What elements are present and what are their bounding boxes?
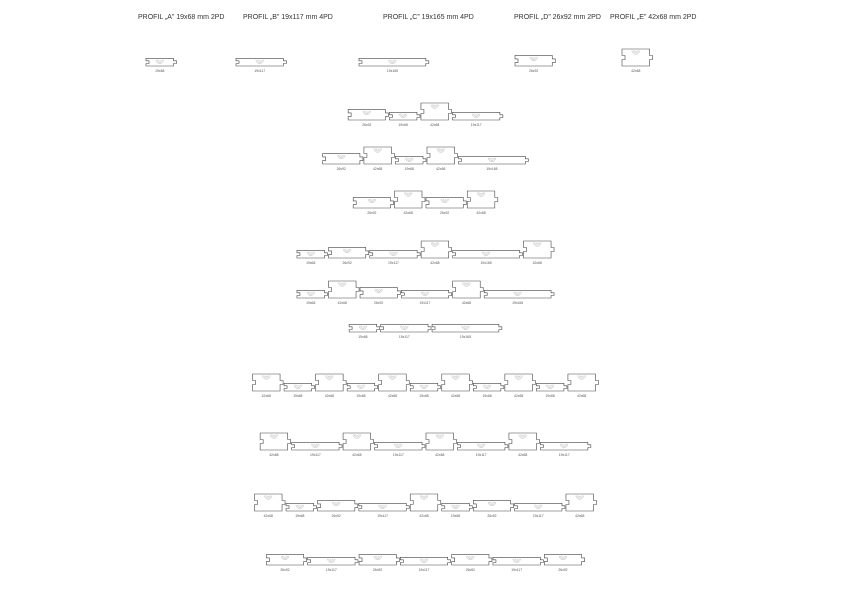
board-size-label: 42x68	[337, 301, 347, 305]
profile-a-board	[297, 290, 328, 305]
board-size-label: 42x68	[435, 453, 445, 457]
board-outline	[410, 494, 441, 511]
board-size-label: 26x92	[331, 514, 341, 518]
profile-e-board	[260, 433, 291, 457]
board-outline	[255, 494, 286, 511]
profile-b-board	[236, 58, 286, 73]
board-outline	[421, 103, 452, 120]
profile-e-board	[253, 374, 284, 398]
profile-e-board	[343, 433, 374, 457]
profile-b-board	[381, 324, 431, 339]
profile-d-board	[348, 109, 388, 127]
board-outline	[426, 433, 457, 450]
board-size-label: 19x68	[545, 394, 555, 398]
profile-e-board	[421, 241, 452, 265]
board-outline	[442, 374, 473, 391]
board-size-label: 19x68	[295, 514, 305, 518]
title-profile-e: PROFIL „E” 42x68 mm 2PD	[610, 14, 697, 21]
profile-a-board	[536, 383, 567, 398]
profile-b-board	[540, 442, 590, 457]
profile-d-board	[266, 554, 306, 572]
board-size-label: 19x68	[482, 394, 492, 398]
board-size-label: 26x92	[336, 167, 346, 171]
profile-b-board	[359, 503, 409, 518]
board-size-label: 26x92	[367, 211, 377, 215]
board-outline	[253, 374, 284, 391]
board-size-label: 26x92	[374, 301, 384, 305]
board-size-label: 19x117	[377, 514, 388, 518]
profile-e-board	[316, 374, 347, 398]
board-size-label: 42x68	[352, 453, 362, 457]
profile-d-board	[323, 153, 363, 171]
profile-a-board	[146, 58, 177, 73]
profile-d-board	[353, 197, 393, 215]
board-size-label: 26x92	[280, 568, 290, 572]
board-outline	[427, 147, 458, 164]
profile-d-board	[328, 247, 368, 265]
profile-a-board	[349, 324, 380, 339]
profile-e-board	[566, 494, 597, 518]
profile-e-board	[328, 281, 359, 305]
board-outline	[421, 241, 452, 258]
board-size-label: 42x68	[450, 394, 461, 398]
profile-d-board	[515, 55, 555, 73]
board-size-label: 19x117	[309, 453, 321, 457]
board-size-label: 19x68	[306, 261, 316, 265]
profile-e-board	[622, 49, 653, 73]
profile-a-board	[286, 503, 317, 518]
board-size-label: 26x92	[342, 261, 352, 265]
profile-a-board	[442, 503, 473, 518]
board-size-label: 19x117	[254, 69, 266, 73]
title-profile-a: PROFIL „A” 19x68 mm 2PD	[138, 14, 225, 21]
board-size-label: 26x92	[529, 69, 539, 73]
board-size-label: 42x68	[577, 394, 587, 398]
board-size-label: 19x117	[475, 453, 487, 457]
profile-d-board	[473, 500, 513, 518]
board-size-label: 26x92	[362, 123, 372, 127]
board-size-label: 19x117	[558, 453, 570, 457]
title-profile-c: PROFIL „C” 19x165 mm 4PD	[383, 14, 474, 21]
board-size-label: 42x68	[518, 453, 528, 457]
profile-a-board	[473, 383, 504, 398]
board-size-label: 42x68	[461, 301, 472, 305]
board-size-label: 42x68	[532, 261, 542, 265]
board-size-label: 19x117	[398, 335, 410, 339]
board-size-label: 19x165	[486, 167, 498, 171]
profile-e-board	[364, 147, 395, 171]
profile-b-board	[452, 112, 502, 127]
profile-e-board	[421, 103, 452, 127]
profile-a-board	[284, 383, 315, 398]
board-size-label: 19x68	[358, 335, 368, 339]
profile-e-board	[379, 374, 410, 398]
profile-c-board	[432, 324, 502, 339]
profile-e-board	[453, 281, 484, 305]
profile-c-board	[453, 250, 523, 265]
board-size-label: 19x68	[293, 394, 303, 398]
board-size-label: 19x68	[419, 394, 429, 398]
board-size-label: 42x68	[476, 211, 486, 215]
board-size-label: 42x68	[269, 453, 279, 457]
profile-a-board	[389, 112, 420, 127]
profile-c-board	[459, 156, 529, 171]
board-outline	[316, 374, 347, 391]
board-outline	[364, 147, 395, 164]
board-size-label: 42x68	[419, 514, 429, 518]
board-size-label: 19x68	[356, 394, 366, 398]
profile-e-board	[426, 433, 457, 457]
board-size-label: 19x117	[470, 123, 482, 127]
board-size-label: 19x68	[450, 514, 461, 518]
board-outline	[566, 494, 597, 511]
board-outline	[505, 374, 536, 391]
board-outline	[568, 374, 599, 391]
profile-e-board	[442, 374, 473, 398]
board-outline	[379, 374, 410, 391]
profile-d-board	[360, 287, 400, 305]
profile-e-board	[427, 147, 458, 171]
board-size-label: 42x68	[575, 514, 585, 518]
board-size-label: 19x165	[480, 261, 492, 265]
board-size-label: 42x68	[387, 394, 398, 398]
profile-b-board	[375, 442, 425, 457]
board-size-label: 19x117	[418, 568, 430, 572]
profile-d-board	[452, 554, 492, 572]
board-size-label: 19x117	[388, 261, 399, 265]
board-size-label: 26x92	[465, 568, 475, 572]
board-size-label: 42x68	[436, 167, 446, 171]
profile-b-board	[493, 557, 543, 572]
board-size-label: 26x92	[440, 211, 450, 215]
profile-c-board	[484, 290, 554, 305]
profile-b-board	[458, 442, 508, 457]
board-size-label: 19x117	[419, 301, 431, 305]
board-size-label: 42x68	[261, 394, 271, 398]
board-outline	[453, 281, 484, 298]
board-outline	[524, 241, 555, 258]
profile-e-board	[410, 494, 441, 518]
board-size-label: 42x68	[373, 167, 383, 171]
board-outline	[343, 433, 374, 450]
board-size-label: 19x68	[404, 167, 414, 171]
board-size-label: 19x117	[532, 514, 544, 518]
board-outline	[509, 433, 540, 450]
board-size-label: 42x68	[263, 514, 273, 518]
profile-b-board	[400, 557, 450, 572]
board-size-label: 42x68	[430, 123, 440, 127]
board-outline	[394, 191, 425, 208]
profile-b-board	[515, 503, 565, 518]
profile-a-board	[410, 383, 441, 398]
profile-a-board	[395, 156, 426, 171]
profile-a-board	[347, 383, 378, 398]
title-profile-b: PROFIL „B” 19x117 mm 4PD	[243, 14, 333, 21]
board-size-label: 19x68	[398, 123, 408, 127]
board-size-label: 42x68	[513, 394, 524, 398]
board-size-label: 19x117	[392, 453, 404, 457]
board-size-label: 42x68	[430, 261, 440, 265]
board-size-label: 26x92	[373, 568, 383, 572]
board-size-label: 26x92	[558, 568, 568, 572]
profile-e-board	[524, 241, 555, 265]
board-size-label: 19x68	[306, 301, 316, 305]
board-size-label: 19x165	[386, 69, 398, 73]
profile-d-board	[426, 197, 466, 215]
profile-a-board	[297, 250, 328, 265]
board-outline	[467, 191, 498, 208]
profile-b-board	[401, 290, 451, 305]
profile-c-board	[359, 58, 429, 73]
profile-e-board	[394, 191, 425, 215]
board-size-label: 26x92	[487, 514, 497, 518]
board-size-label: 19x117	[325, 568, 337, 572]
profile-e-board	[509, 433, 540, 457]
board-outline	[328, 281, 359, 298]
board-outline	[260, 433, 291, 450]
board-outline	[622, 49, 653, 66]
profile-e-board	[568, 374, 599, 398]
profile-b-board	[370, 250, 420, 265]
profile-e-board	[505, 374, 536, 398]
board-size-label: 19x165	[459, 335, 472, 339]
profile-d-board	[544, 554, 584, 572]
profile-b-board	[308, 557, 358, 572]
board-size-label: 19x117	[511, 568, 523, 572]
profile-d-board	[359, 554, 399, 572]
board-size-label: 19x68	[155, 69, 165, 73]
profile-b-board	[292, 442, 342, 457]
board-size-label: 42x68	[631, 69, 641, 73]
board-size-label: 19x165	[512, 301, 524, 305]
board-size-label: 42x68	[324, 394, 335, 398]
board-size-label: 42x68	[403, 211, 413, 215]
title-profile-d: PROFIL „D” 26x92 mm 2PD	[514, 14, 601, 21]
profile-e-board	[255, 494, 286, 518]
profile-e-board	[467, 191, 498, 215]
profile-d-board	[318, 500, 358, 518]
